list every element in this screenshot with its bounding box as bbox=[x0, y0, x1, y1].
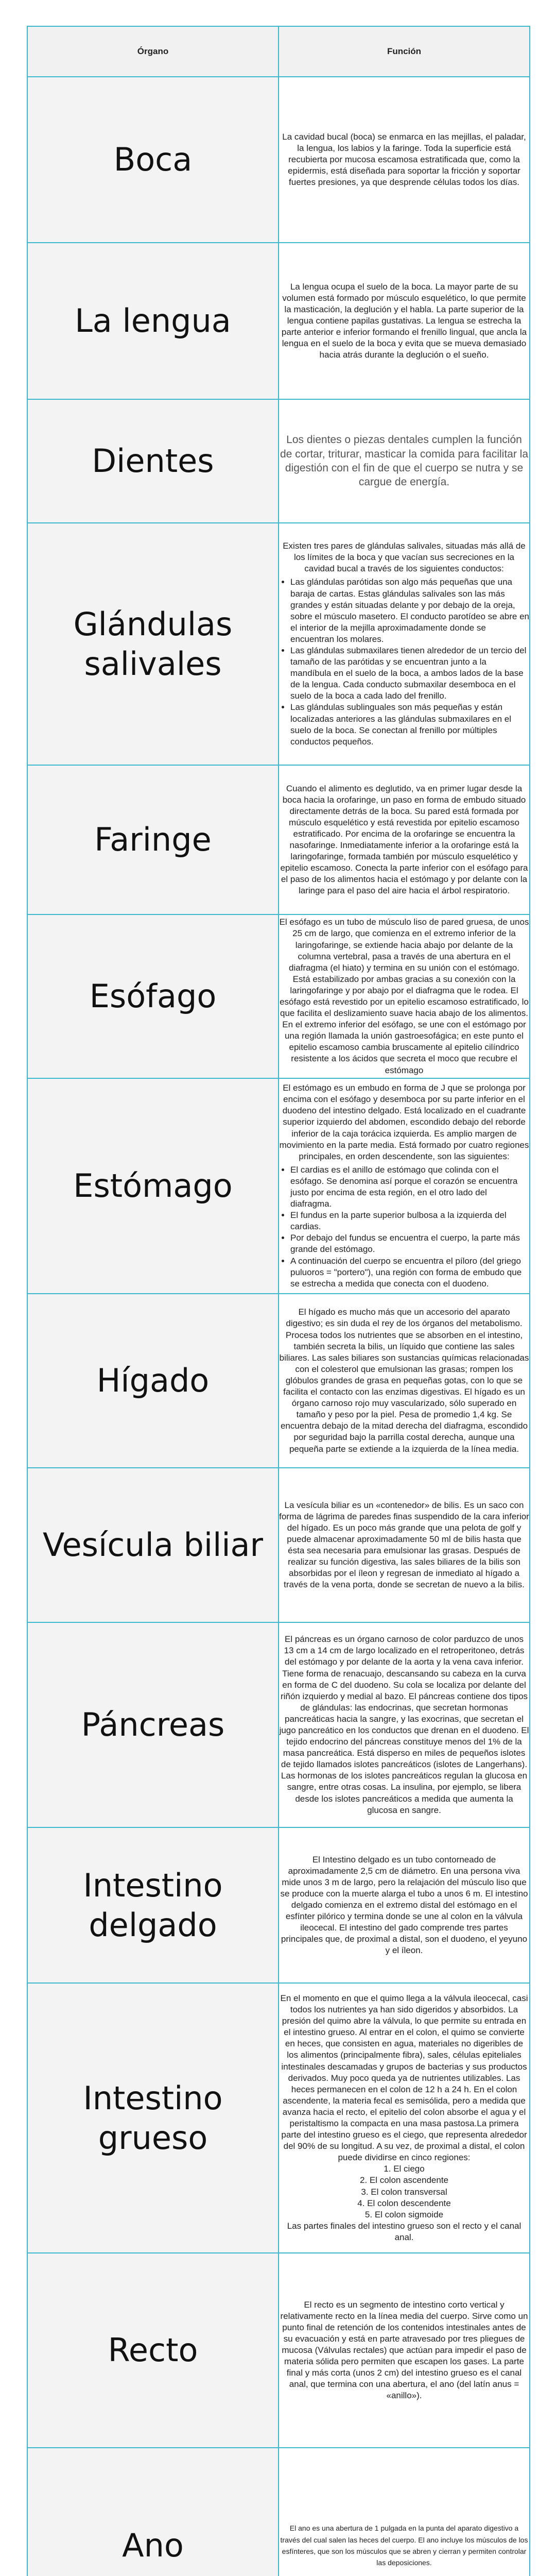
list-item: 1. El ciego bbox=[384, 2164, 425, 2174]
organ-function bbox=[279, 1468, 530, 1622]
table-header-row bbox=[27, 26, 530, 77]
list-item: • Por debajo del fundus se encuentra el cuerpo, la parte más grande del estómago. bbox=[290, 1232, 529, 1255]
organ-name: Ano bbox=[27, 2448, 279, 2576]
table-row bbox=[27, 399, 530, 523]
organ-function bbox=[279, 2448, 530, 2576]
organ-name: Boca bbox=[27, 77, 279, 243]
organ-name: Páncreas bbox=[27, 1622, 279, 1827]
organ-name: Intestino grueso bbox=[27, 1983, 279, 2253]
list-item: • Las glándulas parótidas son algo más pequeñas que una baraja de cartas. Estas glándulas salivales son las más grandes y están situadas delante y por debajo de la oreja, sobre el músculo masetero. El conducto parotídeo se abre en el interior de la mejilla aproximadamente donde se encuentran los molares. bbox=[290, 577, 529, 645]
function-text: El Intestino delgado es un tubo contorneado de aproximadamente 2,5 cm de diámetro. En una persona viva mide unos 3 m de largo, pero la relajación del músculo liso que se produce con la muerte alarga el tubo a unos 6 m. El intestino delgado comienza en el extremo distal del estómago en el esfínter pilórico y termina donde se une al colon en la válvula ileocecal. El intestino del gado comprende tres partes principales que, de proximal a distal, son el duodeno, el yeyuno y el íleon. bbox=[280, 1854, 528, 1956]
table-row bbox=[27, 523, 530, 765]
table-row bbox=[27, 1983, 530, 2253]
table-row bbox=[27, 765, 530, 914]
organ-function bbox=[279, 1078, 530, 1294]
function-text: Existen tres pares de glándulas salivales, situadas más allá de los límites de la boca y que vacían sus secreciones en la cavidad bucal a través de los siguientes conductos: bbox=[283, 541, 526, 574]
header-organ: Órgano bbox=[27, 26, 279, 77]
list-item: 5. El colon sigmoide bbox=[364, 2209, 444, 2219]
organ-function bbox=[279, 77, 530, 243]
organ-name: Vesícula biliar bbox=[27, 1468, 279, 1622]
organ-name: Dientes bbox=[27, 399, 279, 523]
function-text: El estómago es un embudo en forma de J que se prolonga por encima con el esófago y desemboca por su parte inferior en el duodeno del intestino delgado. Está localizado en el cuadrante superior izquierdo del abdomen, escondido debajo del reborde inferior de la caja torácica izquierda. Es amplio margen de movimiento en la parte media. Está formado por cuatro regiones principales, en orden descendente, son las siguientes: bbox=[279, 1083, 529, 1161]
table-row bbox=[27, 2448, 530, 2576]
organ-function bbox=[279, 523, 530, 765]
table-row bbox=[27, 77, 530, 243]
organ-function bbox=[279, 399, 530, 523]
list-item: • Las glándulas submaxilares tienen alrededor de un tercio del tamaño de las parótidas y se encuentran junto a la mandíbula en el suelo de la boca, a ambos lados de la base de la lengua. Cada conducto submaxilar desemboca en el suelo de la boca a cada lado del frenillo. bbox=[290, 645, 529, 702]
function-text: La vesícula biliar es un «contenedor» de bilis. Es un saco con forma de lágrima de paredes finas suspendido de la cara inferior del hígado. Es un poco más grande que una pelota de golf y puede almacenar aproximadamente 50 ml de bilis hasta que ésta sea necesaria para emulsionar las grasas. Después de realizar su función digestiva, las sales biliares de la bilis son absorbidas por el íleon y regresan de inmediato al hígado a través de la vena porta, donde se secretan de nuevo a la bilis. bbox=[279, 1500, 529, 1590]
organ-name: Faringe bbox=[27, 765, 279, 914]
function-text: El hígado es mucho más que un accesorio del aparato digestivo; es sin duda el rey de los órganos del metabolismo. Procesa todos los nutrientes que se absorben en el intestino, también secreta la bilis, un líquido que contiene las sales biliares. Las sales biliares son sustancias químicas relacionadas con el colesterol que emulsionan las grasas; rompen los glóbulos grandes de grasa en pequeñas gotas, con lo que se facilita el contacto con las enzimas digestivas. El hígado es un órgano carnoso rojo muy vascularizado, sólo superado en tamaño y peso por la piel. Pesa de promedio 1,4 kg. Se encuentra debajo de la mitad derecha del diafragma, escondido por seguridad bajo la parrilla costal derecha, aunque una pequeña parte se extiende a la izquierda de la línea media. bbox=[279, 1307, 529, 1454]
organ-function bbox=[279, 1294, 530, 1468]
table-row bbox=[27, 1827, 530, 1983]
organ-function bbox=[279, 914, 530, 1078]
organ-name: La lengua bbox=[27, 243, 279, 399]
list-item: • El fundus en la parte superior bulbosa a la izquierda del cardias. bbox=[290, 1210, 529, 1232]
table-row bbox=[27, 1294, 530, 1468]
function-text: La cavidad bucal (boca) se enmarca en las mejillas, el paladar, la lengua, los labios y la faringe. Toda la superficie está recubierta por mucosa escamosa estratificada que, como la epidermis, está diseñada para soportar la fricción y soportar fuertes presiones, ya que desprende células todos los días. bbox=[282, 131, 526, 188]
table-row bbox=[27, 2253, 530, 2448]
function-text: El recto es un segmento de intestino corto vertical y relativamente recto en la línea media del cuerpo. Sirve como un punto final de retención de los contenidos intestinales antes de su evacuación y está en parte atravesado por tres pliegues de mucosa (Válvulas rectales) que actúan para impedir el paso de materia sólida pero permiten que escapen los gases. La parte final y más corta (unos 2 cm) del intestino grueso es el canal anal, que termina con una abertura, el ano (del latín anus = «anillo»). bbox=[280, 2299, 528, 2401]
digestive-organs-table bbox=[27, 26, 530, 2576]
list-item: • El cardias es el anillo de estómago que colinda con el esófago. Se denomina así porque el corazón se encuentra justo por encima de esta región, en el otro lado del diafragma. bbox=[290, 1164, 529, 1210]
function-text: Cuando el alimento es deglutido, va en primer lugar desde la boca hacia la orofaringe, un paso en forma de embudo situado directamente detrás de la boca. Su pared está formada por músculo esquelético y está revestida por epitelio escamoso estratificado. Por encima de la orofaringe se encuentra la nasofaringe. Inmediatamente inferior a la orofaringe está la laringofaringe, formada también por músculo esquelético y epitelio escamoso. Conecta la parte inferior con el esófago para el paso de los alimentos hacia el estómago y por delante con la laringe para el paso del aire hacia el árbol respiratorio. bbox=[280, 783, 528, 896]
table-row bbox=[27, 1622, 530, 1827]
function-text: El páncreas es un órgano carnoso de color parduzco de unos 13 cm a 14 cm de largo localizado en el retroperitoneo, detrás del estómago y por delante de la aorta y la vena cava inferior. Tiene forma de renacuajo, descansando su cabeza en la curva en forma de C del duodeno. Su cola se localiza por delante del riñón izquierdo y medial al bazo. El páncreas contiene dos tipos de glándulas: las endocrinas, que secretan hormonas pancreáticas hacia la sangre, y las exocrinas, que secretan el jugo pancreático en los conductos que drenan en el duodeno. El tejido endocrino del páncreas constituye menos del 1% de la masa pancreática. Está disperso en miles de pequeños islotes de tejido llamados islotes pancreáticos (islotes de Langerhans). Las hormonas de los islotes pancreáticos regulan la glucosa en sangre, entre otras cosas. La insulina, por ejemplo, se libera desde los islotes pancreáticos a medida que aumenta la glucosa en sangre. bbox=[279, 1634, 529, 1815]
function-text: Los dientes o piezas dentales cumplen la función de cortar, triturar, masticar la comida para facilitar la digestión con el fin de que el cuerpo se nutra y se cargue de energía. bbox=[280, 434, 528, 488]
function-text: El ano es una abertura de 1 pulgada en la punta del aparato digestivo a través del cual salen las heces del cuerpo. El ano incluye los músculos de los esfínteres, que son los músculos que se abren y cierran y permiten controlar las deposiciones. bbox=[280, 2524, 528, 2567]
function-list bbox=[279, 577, 529, 747]
organ-function bbox=[279, 765, 530, 914]
list-item: 4. El colon descendente bbox=[357, 2198, 451, 2208]
table-row bbox=[27, 1078, 530, 1294]
organ-name: Intestino delgado bbox=[27, 1827, 279, 1983]
function-closing-text: Las partes finales del intestino grueso son el recto y el canal anal. bbox=[287, 2221, 522, 2242]
table-row bbox=[27, 243, 530, 399]
organ-function bbox=[279, 1622, 530, 1827]
table-row bbox=[27, 1468, 530, 1622]
organ-name: Hígado bbox=[27, 1294, 279, 1468]
organ-name: Recto bbox=[27, 2253, 279, 2448]
list-item: • Las glándulas sublinguales son más pequeñas y están localizadas anteriores a las glándulas submaxilares en el suelo de la boca. Se conectan al frenillo por múltiples conductos pequeños. bbox=[290, 702, 529, 747]
header-function: Función bbox=[279, 26, 530, 77]
list-item: 2. El colon ascendente bbox=[359, 2175, 448, 2185]
organ-name: Esófago bbox=[27, 914, 279, 1078]
organ-function bbox=[279, 1983, 530, 2253]
function-list bbox=[279, 1164, 529, 1290]
list-item: 3. El colon transversal bbox=[361, 2187, 447, 2197]
function-text: El esófago es un tubo de músculo liso de pared gruesa, de unos 25 cm de largo, que comienza en el extremo inferior de la laringofaringe, se extiende hacia abajo por delante de la columna vertebral, pasa a través de una abertura en el diafragma (el hiato) y termina en su unión con el estómago. Está estabilizado por ambas gracias a su conexión con la laringofaringe y por abajo por el diafragma que le rodea. El esófago está revestido por un epitelio escamoso estratificado, lo que facilita el deslizamiento suave hacia abajo de los alimentos. En el extremo inferior del esófago, se une con el estómago por una región llamada la unión gastroesofágica; en este punto el epitelio escamoso cambia bruscamente al epitelio cilíndrico resistente a los ácidos que secreta el moco que recubre el estómago bbox=[279, 917, 529, 1075]
list-item: • A continuación del cuerpo se encuentra el píloro (del griego puluoros = "portero"), una región con forma de embudo que se estrecha a medida que conecta con el duodeno. bbox=[290, 1256, 529, 1290]
organ-function bbox=[279, 2253, 530, 2448]
organ-function bbox=[279, 1827, 530, 1983]
function-numbered-list bbox=[279, 2163, 529, 2220]
function-text: La lengua ocupa el suelo de la boca. La mayor parte de su volumen está formado por músculo esquelético, lo que permite la masticación, la deglución y el habla. La parte superior de la lengua contiene papilas gustativas. La lengua se estrecha la parte anterior e inferior formando el frenillo lingual, que ancla la lengua en el suelo de la boca y evita que se mueva demasiado hacia atrás durante la deglución o el sueño. bbox=[281, 281, 527, 360]
function-text: En el momento en que el quimo llega a la válvula ileocecal, casi todos los nutrientes ya han sido digeridos y absorbidos. La presión del quimo abre la válvula, lo que permite su entrada en el intestino grueso. Al entrar en el colon, el quimo se convierte en heces, que consisten en agua, materiales no digeribles de los alimentos (principalmente fibra), sales, células epiteliales intestinales descamadas y grupos de bacterias y sus productos derivados. Muy poco queda ya de nutrientes utilizables. Las heces permanecen en el colon de 12 h a 24 h. En el colon ascendente, la materia fecal es semisólida, pero a medida que avanza hacia el recto, el epitelio del colon absorbe el agua y el peristaltismo la compacta en una masa pastosa.La primera parte del intestino grueso es el ciego, que representa alrededor del 90% de su longitud. A su vez, de proximal a distal, el colon puede dividirse en cinco regiones: bbox=[280, 1993, 528, 2163]
organ-function bbox=[279, 243, 530, 399]
organ-name: Estómago bbox=[27, 1078, 279, 1294]
table-row bbox=[27, 914, 530, 1078]
organ-name: Glándulas salivales bbox=[27, 523, 279, 765]
